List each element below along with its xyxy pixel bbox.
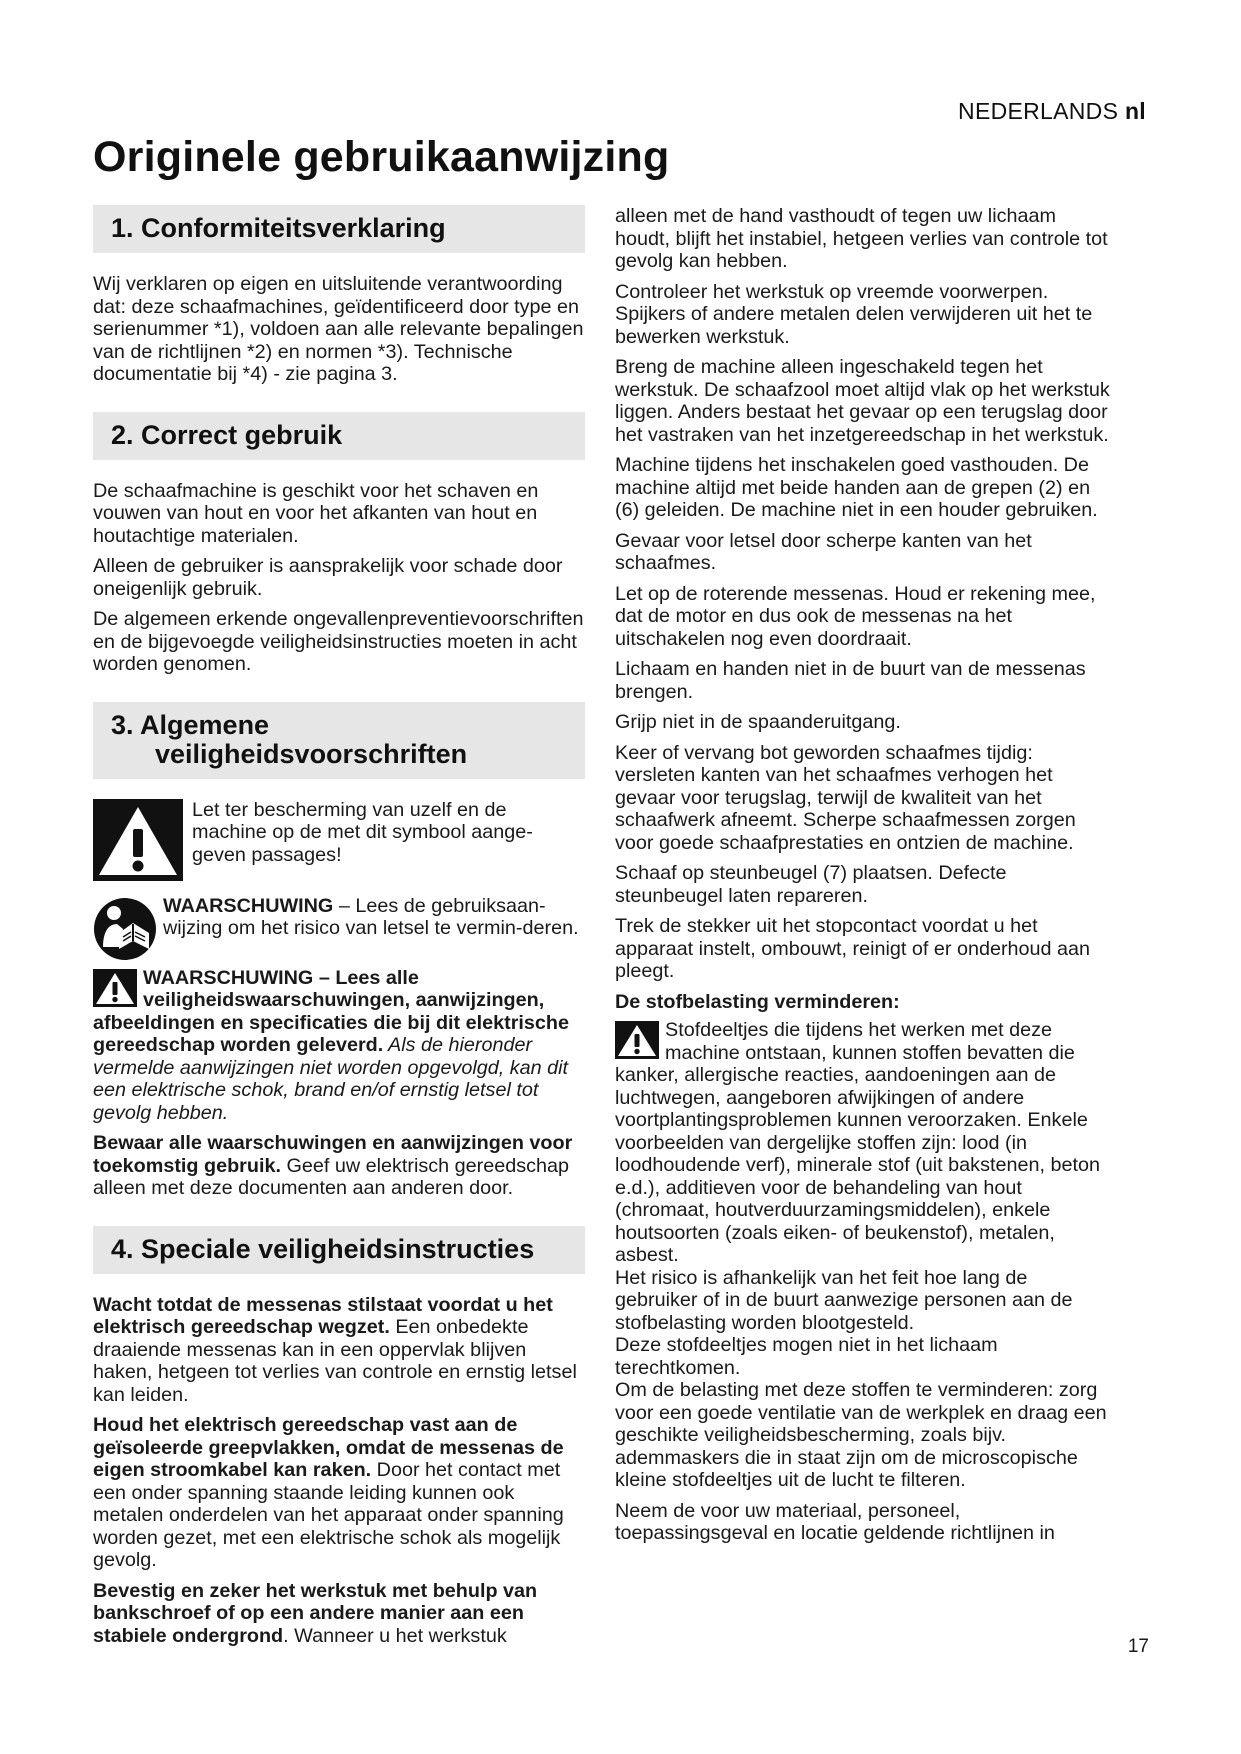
page-number: 17 [1127, 1636, 1149, 1657]
right-text-8: Grijp niet in de spaanderuitgang. [615, 711, 901, 733]
section-3-heading [93, 702, 585, 779]
cutter-stop-bold: Wacht totdat de messenas stilstaat voordat u het elektrisch gereedschap wegzet. [93, 1293, 553, 1338]
right-text-1: alleen met de hand vasthoudt of tegen uw lichaam houdt, blijft het instabiel, hetgeen verlies van controle tot gevolg kan hebben. [615, 205, 1108, 272]
dust-text-1: Stofdeeltjes die tijdens het werken met deze machine ontstaan, kunnen stoffen bevatten die kanker, allergische reacties, aandoeningen aan de luchtwegen, aangeboren afwijkingen of andere voortplantingsproblemen kunnen veroorzaken. Enkele voorbeelden van dergelijke stoffen zijn: lood (in loodhoudende verf), minerale stof (uit bakstenen, beton e.d.), additieven voor de behandeling van hout (chromaat, houtverduurzamingsmiddelen), enkele houtsoorten (zoals eiken- of beukenstof), metalen, asbest. [615, 1019, 1100, 1266]
insulated-grip-bold: Houd het elektrisch gereedschap vast aan de geïsoleerde greepvlakken, omdat de messenas de eigen stroomkabel kan raken. [93, 1414, 564, 1481]
right-text-6: Let op de roterende messenas. Houd er rekening mee, dat de motor en dus ook de messenas na het uitschakelen nog even doordraait. [615, 582, 1096, 650]
section-1-number: 1. [111, 213, 134, 243]
general-warning-text [93, 967, 585, 1125]
section-1-heading [93, 205, 585, 253]
symbol-note-text: Let ter bescherming van uzelf en de machine op de met dit symbool aange-geven passages! [192, 798, 533, 866]
right-text-4: Machine tijdens het inschakelen goed vasthouden. De machine altijd met beide handen aan de grepen (2) en (6) geleiden. De machine niet in een houder gebruiken. [615, 454, 1098, 521]
cutter-stop-body: Een onbedekte draaiende messenas kan in een oppervlak blijven haken, hetgeen tot verlies van controle en ernstig letsel kan leiden. [93, 1316, 577, 1406]
warning-triangle-small-icon [93, 969, 137, 1007]
right-text-7: Lichaam en handen niet in de buurt van de messenas brengen. [615, 658, 1086, 703]
clamp-workpiece-body: . Wanneer u het werkstuk [283, 1624, 507, 1647]
right-text-9: Keer of vervang bot geworden schaafmes tijdig: versleten kanten van het schaafmes verhogen het gevaar voor terugslag, terwijl de kwaliteit van het schaafwerk afneemt. Scherpe schaafmessen zorgen voor goede schaafprestaties en ontzien de machine. [615, 741, 1076, 854]
right-text-2: Controleer het werkstuk op vreemde voorwerpen. Spijkers of andere metalen delen verwijderen uit het te bewerken werkstuk. [615, 280, 1093, 348]
dust-block [615, 1019, 1113, 1492]
warning-triangle-icon [93, 799, 183, 881]
document-title: Originele gebruikaanwijzing [93, 133, 670, 181]
dust-text-3: Deze stofdeeltjes mogen niet in het lichaam terechtkomen. [615, 1334, 998, 1379]
intended-use-text: De schaafmachine is geschikt voor het schaven en vouwen van hout en voor het afkanten van hout en houtachtige materialen. [93, 479, 539, 547]
dust-warning-icon [615, 1021, 659, 1059]
section-3-title-line1: Algemene [140, 709, 270, 740]
right-text-11: Trek de stekker uit het stopcontact voordat u het apparaat instelt, ombouwt, reinigt of er onderhoud aan pleegt. [615, 915, 1091, 982]
section-4-number: 4. [111, 1233, 134, 1264]
general-warning-bold: WAARSCHUWING – Lees alle veiligheidswaarschuwingen, aanwijzingen, afbeeldingen en specificaties die bij dit elektrische gereedschap worden geleverd. [93, 966, 570, 1056]
right-text-12: Neem de voor uw materiaal, personeel, toepassingsgeval en locatie geldende richtlijnen in [615, 1499, 1055, 1544]
keep-instructions-bold: Bewaar alle waarschuwingen en aanwijzingen voor toekomstig gebruik. [93, 1132, 573, 1177]
manual-warning-label: WAARSCHUWING [163, 894, 334, 917]
dust-text-4: Om de belasting met deze stoffen te verminderen: zorg voor een goede ventilatie van de werkplek en draag een geschikte veiligheidsbescherming, zoals bijv. ademmaskers die in staat zijn om de microscopische kleine stofdeeltjes uit de lucht te filteren. [615, 1379, 1107, 1491]
read-manual-icon [93, 897, 157, 961]
section-3-title-line2: veiligheidsvoorschriften [155, 738, 468, 769]
general-warning-italic: Als de hieronder vermelde aanwijzingen niet worden opgevolgd, kan dit een elektrische schok, brand en/of ernstig letsel tot gevolg hebben. [93, 1034, 569, 1124]
clamp-workpiece-text [93, 1580, 585, 1648]
symbol-note-block [93, 799, 585, 881]
keep-instructions-text [93, 1132, 585, 1200]
language-code: nl [1124, 98, 1146, 124]
manual-warning-body: – Lees de gebruiksaan-wijzing om het risico van letsel te vermin-deren. [163, 894, 579, 939]
conformity-text: Wij verklaren op eigen en uitsluitende verantwoording dat: deze schaafmachines, geïdentificeerd door type en serienummer *1), voldoen aan alle relevante bepalingen van de richtlijnen *2) en normen *3). Technische documentatie bij *4) - zie pagina 3. [93, 273, 584, 385]
insulated-grip-body: Door het contact met een onder spanning staande leiding kunnen ook metalen onderdelen van het apparaat onder spanning worden gezet, met een elektrische schok als mogelijk gevolg. [93, 1459, 564, 1571]
section-1-title: Conformiteitsverklaring [141, 213, 446, 243]
liability-text: Alleen de gebruiker is aansprakelijk voor schade door oneigenlijk gebruik. [93, 555, 563, 600]
manual-warning-text [163, 895, 585, 940]
section-4-title: Speciale veiligheidsinstructies [141, 1233, 535, 1264]
right-text-3: Breng de machine alleen ingeschakeld tegen het werkstuk. De schaafzool moet altijd vlak op het werkstuk liggen. Anders bestaat het gevaar op een terugslag door het vastraken van het inzetgereedschap in het werkstuk. [615, 356, 1110, 446]
cutter-stop-text [93, 1294, 585, 1407]
section-2-title: Correct gebruik [141, 419, 343, 450]
section-2-heading [93, 412, 585, 460]
manual-warning-block [93, 895, 585, 961]
prevention-text: De algemeen erkende ongevallenpreventievoorschriften en de bijgevoegde veiligheidsinstructies moeten in acht worden genomen. [93, 608, 584, 675]
keep-instructions-body: Geef uw elektrisch gereedschap alleen met deze documenten aan anderen door. [93, 1154, 570, 1199]
section-2-number: 2. [111, 419, 134, 450]
right-column [615, 205, 1113, 1553]
right-text-5: Gevaar voor letsel door scherpe kanten van het schaafmes. [615, 529, 1032, 574]
section-4-heading [93, 1226, 585, 1274]
insulated-grip-text [93, 1414, 585, 1572]
right-text-10: Schaaf op steunbeugel (7) plaatsen. Defecte steunbeugel laten repareren. [615, 862, 1007, 907]
clamp-workpiece-bold: Bevestig en zeker het werkstuk met behulp van bankschroef of op een andere manier aan een stabiele ondergrond [93, 1579, 538, 1647]
language-header [958, 98, 1146, 125]
language-name: NEDERLANDS [958, 98, 1119, 124]
dust-text-2: Het risico is afhankelijk van het feit hoe lang de gebruiker of in de buurt aanwezige personen aan de stofbelasting worden blootgesteld. [615, 1266, 1073, 1334]
section-3-number: 3. [111, 709, 134, 740]
dust-heading: De stofbelasting verminderen: [615, 990, 900, 1013]
left-column [93, 205, 585, 1655]
